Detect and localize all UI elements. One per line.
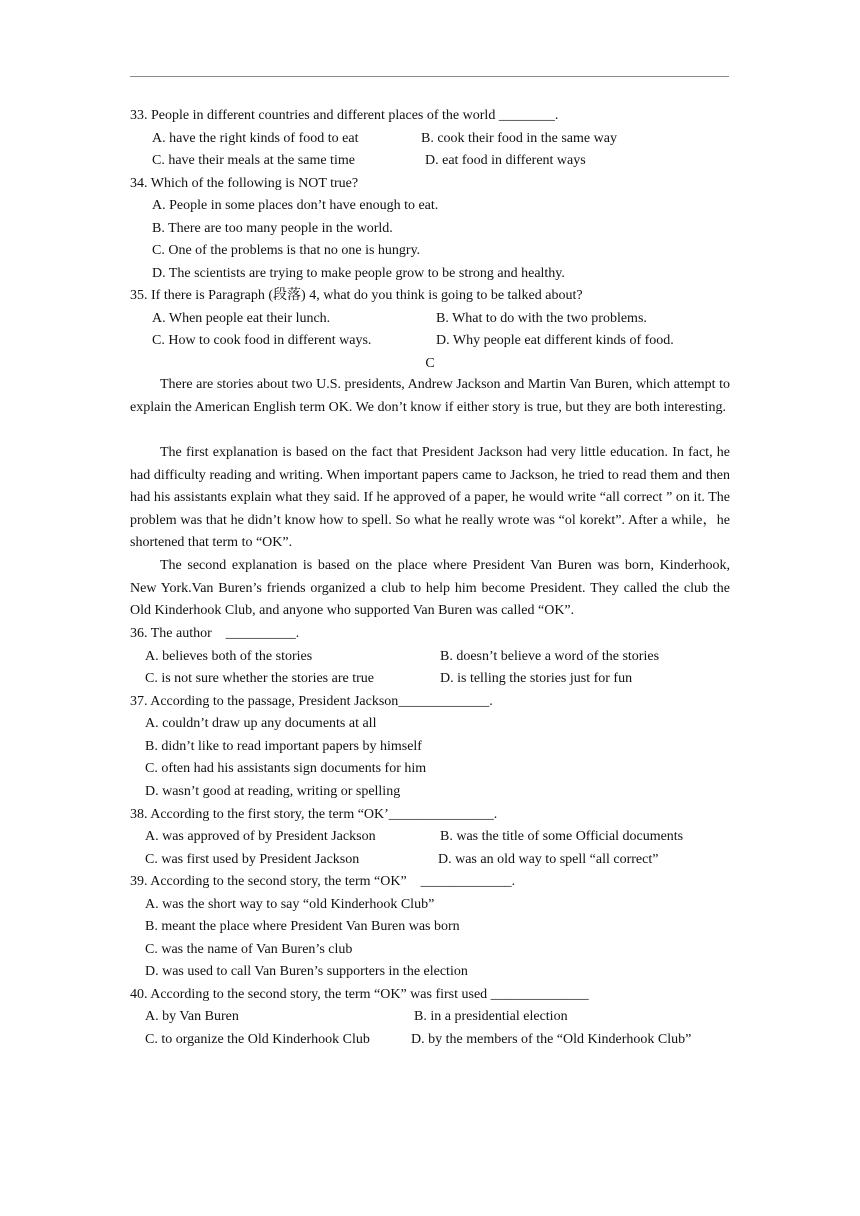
question-40-option-a: A. by Van Buren [145, 1009, 239, 1024]
question-38-option-d: D. was an old way to spell “all correct” [438, 852, 659, 867]
question-36-option-d: D. is telling the stories just for fun [440, 671, 633, 686]
question-37-option-b: B. didn’t like to read important papers by himself [145, 739, 422, 754]
passage-paragraph: The second explanation is based on the place where President Van Buren was born, Kinderhook, New York.Van Buren’s friends organized a club to help him become President. They called the club the Old Kinderhook Club, and anyone who supported Van Buren was called “OK”. [130, 558, 730, 618]
question-40-option-b: B. in a presidential election [414, 1009, 568, 1024]
question-37-option-a: A. couldn’t draw up any documents at all [145, 716, 377, 731]
passage-paragraph: The first explanation is based on the fact that President Jackson had very little education. In fact, he had difficulty reading and writing. When important papers came to Jackson, he tried to read them and then had his assistants explain what they said. If he approved of a paper, he would write “all correct ” on it. The problem was that he didn’t know how to spell. So what he really wrote was “ol korekt”. After a while，he shortened that term to “OK”. [130, 445, 730, 550]
question-35-option-c: C. How to cook food in different ways. [152, 333, 372, 348]
question-34-stem: 34. Which of the following is NOT true? [130, 176, 359, 191]
question-34-option-d: D. The scientists are trying to make people grow to be strong and healthy. [152, 266, 565, 281]
question-39-stem: 39. According to the second story, the term “OK” _____________. [130, 874, 516, 889]
question-33-option-a: A. have the right kinds of food to eat [152, 131, 359, 146]
question-38-option-c: C. was first used by President Jackson [145, 852, 360, 867]
passage-paragraph: There are stories about two U.S. presidents, Andrew Jackson and Martin Van Buren, which attempt to explain the American English term OK. We don’t know if either story is true, but they are both interesting. [130, 377, 730, 415]
question-37-stem: 37. According to the passage, President Jackson_____________. [130, 694, 493, 709]
question-34-option-c: C. One of the problems is that no one is hungry. [152, 243, 421, 258]
question-37-option-c: C. often had his assistants sign documents for him [145, 761, 427, 776]
question-35-option-a: A. When people eat their lunch. [152, 311, 331, 326]
question-33-option-b: B. cook their food in the same way [421, 131, 617, 146]
question-35-option-b: B. What to do with the two problems. [436, 311, 647, 326]
question-35-option-d: D. Why people eat different kinds of food. [436, 333, 674, 348]
question-38-stem: 38. According to the first story, the term “OK’_______________. [130, 807, 498, 822]
question-38-option-a: A. was approved of by President Jackson [145, 829, 376, 844]
question-38-option-b: B. was the title of some Official documents [440, 829, 684, 844]
question-36-option-b: B. doesn’t believe a word of the stories [440, 649, 660, 664]
question-34-option-a: A. People in some places don’t have enough to eat. [152, 198, 439, 213]
question-39-option-c: C. was the name of Van Buren’s club [145, 942, 353, 957]
question-33-stem: 33. People in different countries and different places of the world ________. [130, 108, 559, 123]
question-33-option-d: D. eat food in different ways [425, 153, 586, 168]
question-33-option-c: C. have their meals at the same time [152, 153, 355, 168]
question-40-stem: 40. According to the second story, the term “OK” was first used ______________ [130, 987, 589, 1002]
question-36-option-a: A. believes both of the stories [145, 649, 313, 664]
question-36-option-c: C. is not sure whether the stories are true [145, 671, 374, 686]
question-36-stem: 36. The author __________. [130, 626, 300, 641]
question-39-option-a: A. was the short way to say “old Kinderhook Club” [145, 897, 435, 912]
question-34-option-b: B. There are too many people in the world. [152, 221, 393, 236]
question-35-stem: 35. If there is Paragraph (段落) 4, what do you think is going to be talked about? [130, 288, 583, 303]
question-39-option-d: D. was used to call Van Buren’s supporters in the election [145, 964, 468, 979]
question-40-option-c: C. to organize the Old Kinderhook Club [145, 1032, 370, 1047]
section-heading: C [425, 356, 435, 371]
question-40-option-d: D. by the members of the “Old Kinderhook Club” [411, 1032, 692, 1047]
header-rule [130, 76, 729, 77]
question-39-option-b: B. meant the place where President Van Buren was born [145, 919, 460, 934]
question-37-option-d: D. wasn’t good at reading, writing or spelling [145, 784, 401, 799]
